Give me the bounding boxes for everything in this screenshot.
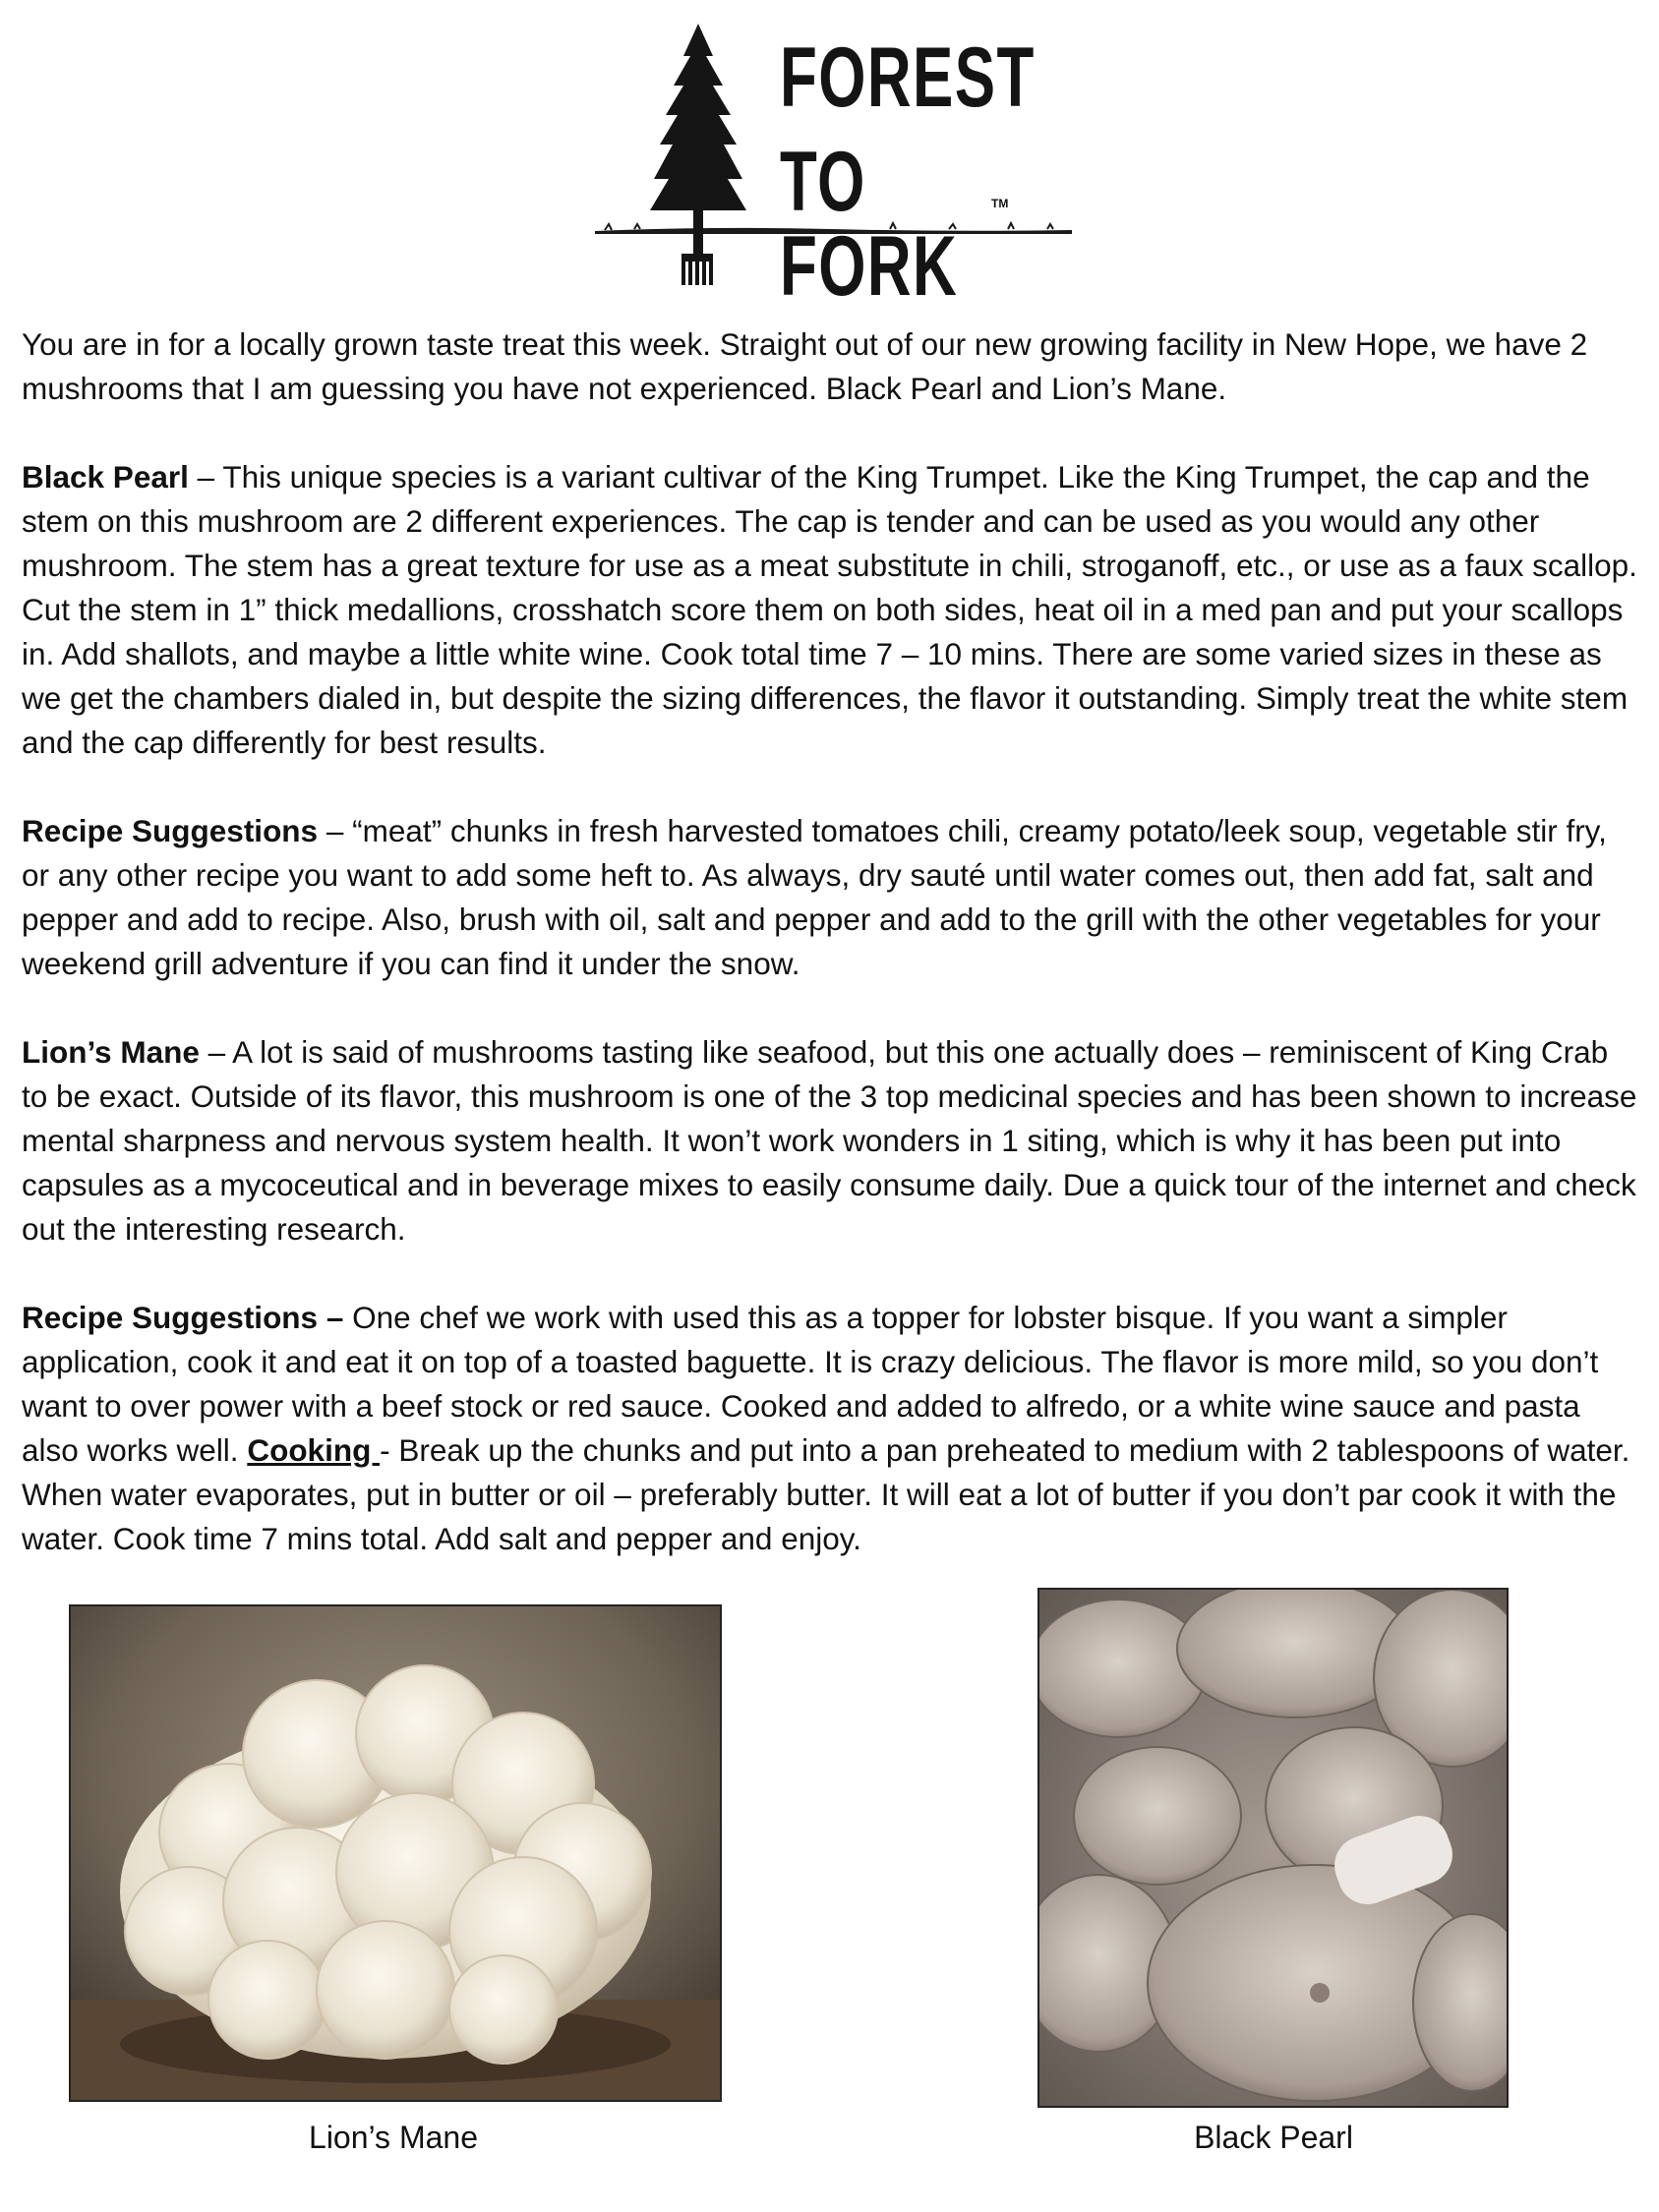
black-pearl-heading: Black Pearl <box>22 459 189 495</box>
intro-paragraph: You are in for a locally grown taste treat this week. Straight out of our new growing facility in New Hope, we have 2 mushrooms that I am guessing you have not experienced. Black Pearl and Lion’s Mane. <box>22 326 1588 406</box>
lions-mane-caption: Lion’s Mane <box>309 2120 478 2155</box>
logo-line-forest: FOREST <box>780 30 1036 125</box>
black-pearl-mushroom-image <box>1039 1590 1507 2106</box>
black-pearl-caption: Black Pearl <box>1194 2120 1353 2155</box>
recipe-suggestions-2-text-a: One chef we work with used this as a topper for lobster bisque. If you want a simpler application, cook it and eat it on top of a toasted baguette. It is crazy delicious. The flavor is more mild, so you don’t want to over power with a beef stock or red sauce. Cooked and added to alfredo, or a white wine sauce and pasta also works well. <box>22 1300 1599 1468</box>
recipe-suggestions-2-paragraph <box>22 1296 1642 1561</box>
newsletter-body <box>22 322 1642 1605</box>
forest-to-fork-logo <box>595 22 1072 314</box>
lions-mane-photo <box>69 1604 722 2102</box>
recipe-suggestions-1-paragraph <box>22 809 1642 986</box>
lions-mane-heading: Lion’s Mane <box>22 1034 200 1070</box>
logo-line-to-fork: TO FORK <box>780 135 959 314</box>
recipe-suggestions-2-heading: Recipe Suggestions – <box>22 1300 344 1335</box>
trademark-mark: TM <box>991 197 1009 210</box>
cooking-label: Cooking <box>247 1432 381 1468</box>
recipe-suggestions-1-heading: Recipe Suggestions <box>22 813 319 848</box>
black-pearl-photo <box>1037 1588 1509 2108</box>
black-pearl-text: – This unique species is a variant cultivar of the King Trumpet. Like the King Trumpet, the cap and the stem on this mushroom are 2 different experiences. The cap is tender and can be used as you would any other mushroom. The stem has a great texture for use as a meat substitute in chili, stroganoff, etc., or use as a faux scallop. Cut the stem in 1” thick medallions, crosshatch score them on both sides, heat oil in a med pan and put your scallops in. Add shallots, and maybe a little white wine. Cook total time 7 – 10 mins. There are some varied sizes in these as we get the chambers dialed in, but despite the sizing differences, the flavor it outstanding. Simply treat the white stem and the cap differently for best results. <box>22 459 1637 760</box>
black-pearl-paragraph <box>22 455 1642 765</box>
recipe-suggestions-1-text: – “meat” chunks in fresh harvested tomatoes chili, creamy potato/leek soup, vegetable stir fry, or any other recipe you want to add some heft to. As always, dry sauté until water comes out, then add fat, salt and pepper and add to recipe. Also, brush with oil, salt and pepper and add to the grill with the other vegetables for your weekend grill adventure if you can find it under the snow. <box>22 813 1607 981</box>
recipe-suggestions-2-text-b: - Break up the chunks and put into a pan preheated to medium with 2 tablespoons of water. When water evaporates, put in butter or oil – preferably butter. It will eat a lot of butter if you don’t par cook it with the water. Cook time 7 mins total. Add salt and pepper and enjoy. <box>22 1432 1630 1556</box>
lions-mane-paragraph <box>22 1030 1642 1252</box>
lions-mane-mushroom-image <box>71 1606 720 2100</box>
lions-mane-text: – A lot is said of mushrooms tasting like seafood, but this one actually does – reminiscent of King Crab to be exact. Outside of its flavor, this mushroom is one of the 3 top medicinal species and has been shown to increase mental sharpness and nervous system health. It won’t work wonders in 1 siting, which is why it has been put into capsules as a mycoceutical and in beverage mixes to easily consume daily. Due a quick tour of the internet and check out the interesting research. <box>22 1034 1637 1247</box>
